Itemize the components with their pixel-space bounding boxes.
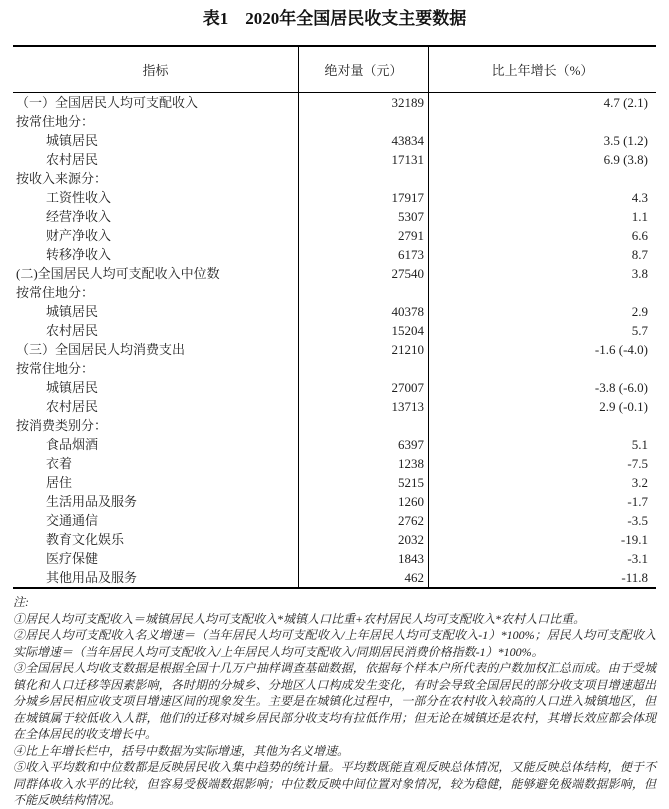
value-cell: 2762: [298, 511, 428, 530]
value-cell: 5215: [298, 473, 428, 492]
table-row: [13, 340, 656, 359]
indicator-cell: 按常住地分：: [16, 285, 95, 300]
table-row: [13, 397, 656, 416]
indicator-cell: 农村居民: [46, 399, 99, 414]
table-row: [13, 207, 656, 226]
value-cell: 13713: [298, 397, 428, 416]
table-row: [13, 416, 656, 435]
table-row: [13, 378, 656, 397]
growth-cell: -1.7: [428, 492, 656, 511]
indicator-cell: 其他用品及服务: [46, 570, 138, 585]
table-row: [13, 131, 656, 150]
indicator-cell: 衣着: [46, 456, 73, 471]
growth-cell: [428, 169, 656, 188]
indicator-cell: 经营净收入: [46, 209, 112, 224]
notes-label: 注:: [13, 595, 29, 609]
indicator-cell: 城镇居民: [46, 304, 99, 319]
indicator-cell: 交通通信: [46, 513, 99, 528]
table-body: [13, 93, 656, 587]
growth-cell: 1.1: [428, 207, 656, 226]
note-item-5: ⑤收入平均数和中位数都是反映居民收入集中趋势的统计量。平均数既能直观反映总体情况，又能反映总体结构，便于不同群体收入水平的比较，但容易受极端数据影响；中位数反映中间位置对象情况，较为稳健，能够避免极端数据影响，但不能反映结构情况。: [13, 760, 656, 807]
indicator-cell: 按收入来源分：: [16, 171, 108, 186]
value-cell: 27540: [298, 264, 428, 283]
growth-cell: 2.9: [428, 302, 656, 321]
growth-cell: [428, 283, 656, 302]
growth-cell: 4.7 (2.1): [428, 93, 656, 112]
growth-cell: 2.9 (-0.1): [428, 397, 656, 416]
note-item-3: ③全国居民人均收支数据是根据全国十几万户抽样调查基础数据，依据每个样本户所代表的户数加权汇总而成。由于受城镇化和人口迁移等因素影响，各时期的分城乡、分地区人口构成发生变化，有时会导致全国居民的部分收支项目增速超出分城乡居民相应收支项目增速区间的现象发生。主要是在城镇化过程中，一部分在农村收入较高的人口进入城镇地区，但在城镇属于较低收入人群，他们的迁移对城乡居民部分收支均有拉低作用；但无论在城镇还是农村，其增长效应都会体现在全体居民的收支增长中。: [13, 661, 656, 741]
table-row: [13, 188, 656, 207]
indicator-cell: 居住: [46, 475, 73, 490]
indicator-cell: 按常住地分：: [16, 361, 95, 376]
notes-section: [13, 594, 656, 809]
growth-cell: 6.6: [428, 226, 656, 245]
indicator-cell: 医疗保健: [46, 551, 99, 566]
value-cell: 5307: [298, 207, 428, 226]
table-row: [13, 435, 656, 454]
table-row: [13, 245, 656, 264]
growth-cell: [428, 112, 656, 131]
growth-cell: 5.1: [428, 435, 656, 454]
column-header-growth: 比上年增长（%）: [428, 47, 656, 92]
indicator-cell: 教育文化娱乐: [46, 532, 125, 547]
value-cell: 21210: [298, 340, 428, 359]
page-title: 表1 2020年全国居民收支主要数据: [202, 9, 467, 28]
income-expenditure-table: [13, 45, 656, 589]
growth-cell: 3.2: [428, 473, 656, 492]
table-row: [13, 150, 656, 169]
note-item-2: ②居民人均可支配收入名义增速＝（当年居民人均可支配收入/上年居民人均可支配收入-1）*100%；居民人均可支配收入实际增速＝（当年居民人均可支配收入/上年居民人均可支配收入/同期居民消费价格指数-1）*100%。: [13, 628, 656, 659]
table-row: [13, 93, 656, 112]
growth-cell: 3.8: [428, 264, 656, 283]
value-cell: 27007: [298, 378, 428, 397]
growth-cell: -19.1: [428, 530, 656, 549]
growth-cell: [428, 416, 656, 435]
growth-cell: 4.3: [428, 188, 656, 207]
growth-cell: -7.5: [428, 454, 656, 473]
growth-cell: -1.6 (-4.0): [428, 340, 656, 359]
table-row: [13, 473, 656, 492]
indicator-cell: 城镇居民: [46, 380, 99, 395]
value-cell: 2791: [298, 226, 428, 245]
growth-cell: -11.8: [428, 568, 656, 587]
value-cell: [298, 169, 428, 188]
value-cell: 17917: [298, 188, 428, 207]
indicator-cell: 农村居民: [46, 152, 99, 167]
table-row: [13, 226, 656, 245]
growth-cell: 5.7: [428, 321, 656, 340]
value-cell: 462: [298, 568, 428, 587]
table-row: [13, 530, 656, 549]
table-row: [13, 283, 656, 302]
indicator-cell: 食品烟酒: [46, 437, 99, 452]
value-cell: 1238: [298, 454, 428, 473]
growth-cell: -3.5: [428, 511, 656, 530]
value-cell: [298, 359, 428, 378]
table-row: [13, 359, 656, 378]
value-cell: 1843: [298, 549, 428, 568]
growth-cell: 3.5 (1.2): [428, 131, 656, 150]
value-cell: [298, 283, 428, 302]
indicator-cell: 转移净收入: [46, 247, 112, 262]
indicator-cell: 按常住地分：: [16, 114, 95, 129]
note-item-4: ④比上年增长栏中，括号中数据为实际增速，其他为名义增速。: [13, 743, 350, 758]
growth-cell: 6.9 (3.8): [428, 150, 656, 169]
table-row: [13, 492, 656, 511]
indicator-cell: 农村居民: [46, 323, 99, 338]
note-item-1: ①居民人均可支配收入＝城镇居民人均可支配收入*城镇人口比重+农村居民人均可支配收入*农村人口比重。: [13, 611, 586, 626]
indicator-cell: 工资性收入: [46, 190, 112, 205]
indicator-cell: （三）全国居民人均消费支出: [16, 342, 186, 357]
column-header-indicator: 指标: [142, 63, 169, 78]
table-row: [13, 112, 656, 131]
table-row: [13, 454, 656, 473]
growth-cell: -3.1: [428, 549, 656, 568]
value-cell: 15204: [298, 321, 428, 340]
value-cell: [298, 416, 428, 435]
table-row: [13, 302, 656, 321]
value-cell: 2032: [298, 530, 428, 549]
table-row: [13, 264, 656, 283]
value-cell: 32189: [298, 93, 428, 112]
indicator-cell: 财产净收入: [46, 228, 112, 243]
table-row: [13, 511, 656, 530]
indicator-cell: 城镇居民: [46, 133, 99, 148]
indicator-cell: 按消费类别分：: [16, 418, 108, 433]
indicator-cell: 生活用品及服务: [46, 494, 138, 509]
indicator-cell: (二)全国居民人均可支配收入中位数: [16, 266, 220, 281]
indicator-cell: （一）全国居民人均可支配收入: [16, 95, 199, 110]
growth-cell: [428, 359, 656, 378]
table-row: [13, 549, 656, 568]
value-cell: 1260: [298, 492, 428, 511]
column-header-absolute-amount: 绝对量（元）: [298, 47, 428, 92]
value-cell: 40378: [298, 302, 428, 321]
value-cell: [298, 112, 428, 131]
value-cell: 43834: [298, 131, 428, 150]
growth-cell: -3.8 (-6.0): [428, 378, 656, 397]
table-row: [13, 169, 656, 188]
table-row: [13, 568, 656, 587]
table-header-row: [13, 47, 656, 93]
table-row: [13, 321, 656, 340]
value-cell: 6397: [298, 435, 428, 454]
growth-cell: 8.7: [428, 245, 656, 264]
value-cell: 17131: [298, 150, 428, 169]
value-cell: 6173: [298, 245, 428, 264]
